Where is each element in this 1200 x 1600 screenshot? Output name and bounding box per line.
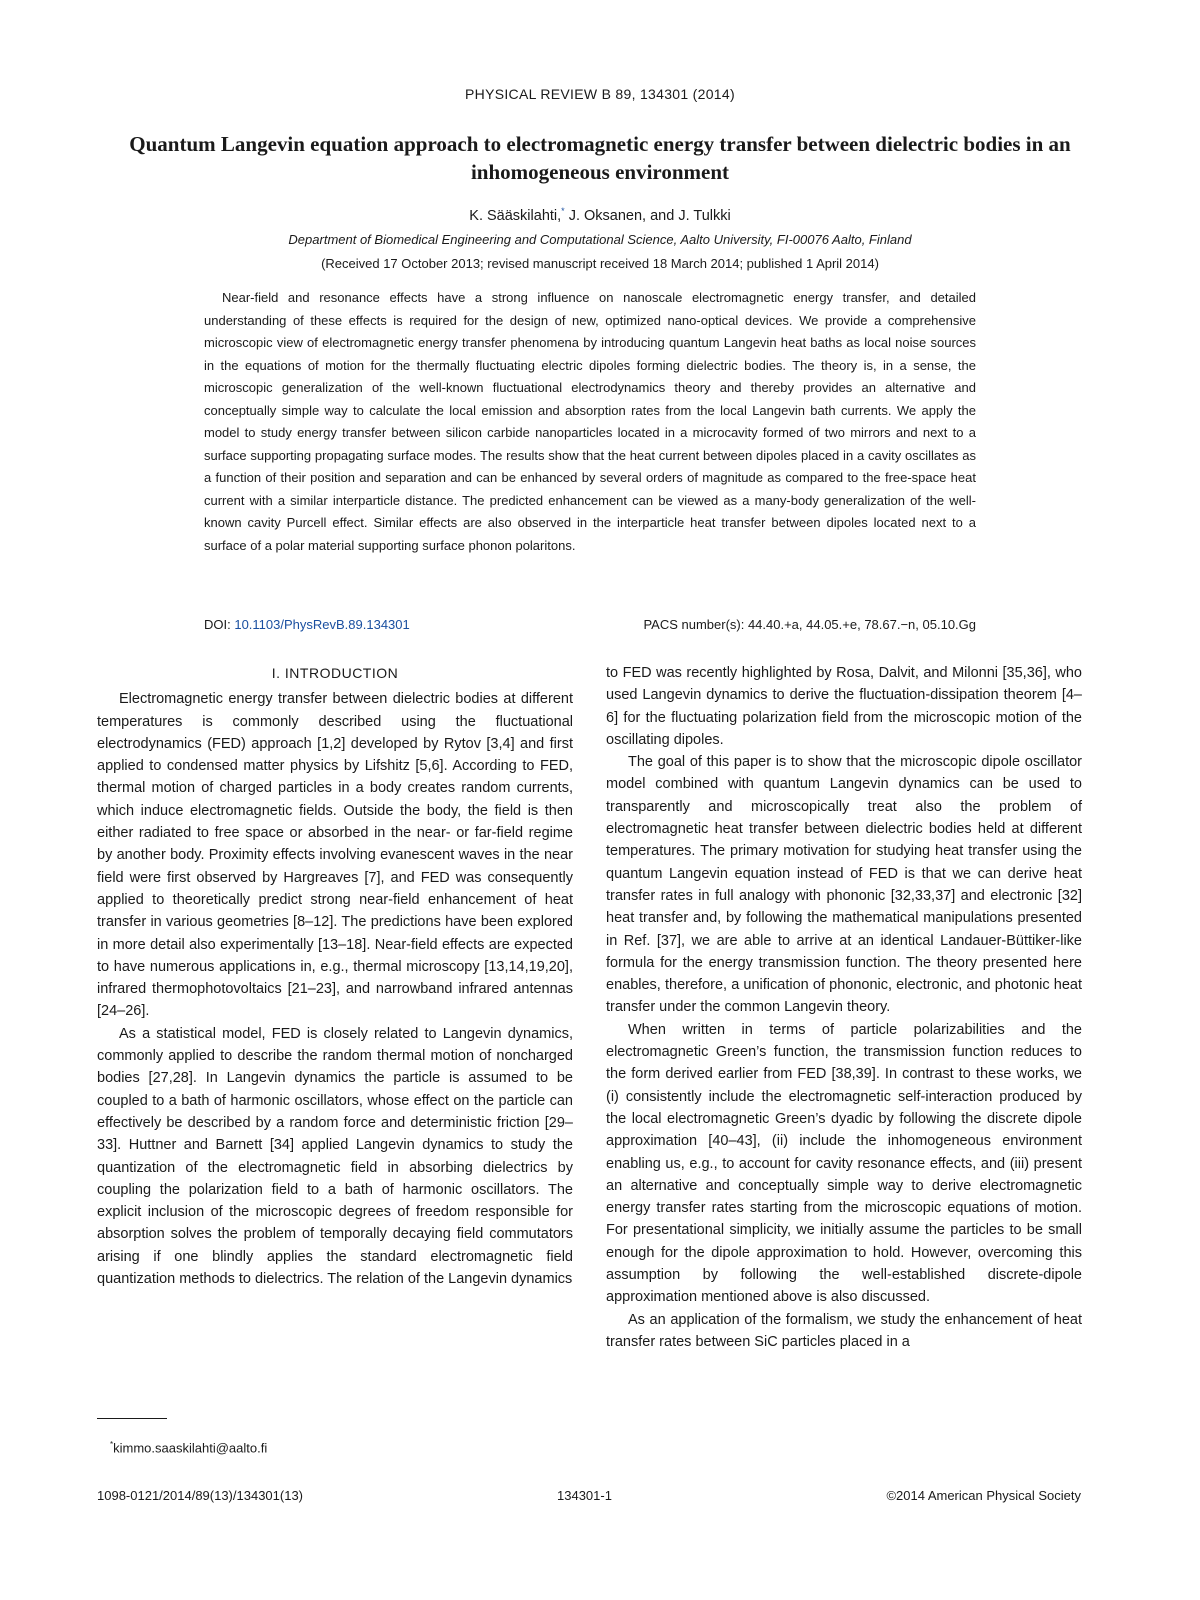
author-first: K. Sääskilahti, <box>469 207 562 224</box>
right-column <box>606 662 1082 1353</box>
article-meta <box>204 617 976 637</box>
footnote-marker: * <box>110 1440 114 1449</box>
footer-issn: 1098-0121/2014/89(13)/134301(13) <box>97 1488 304 1503</box>
footnote-divider <box>97 1418 167 1419</box>
paper-title: Quantum Langevin equation approach to electromagnetic energy transfer between dielectric bodies in an inhomogeneous environment <box>129 132 1071 184</box>
received-dates: (Received 17 October 2013; revised manuscript received 18 March 2014; published 1 April 2014) <box>321 256 879 271</box>
abstract: Near-field and resonance effects have a strong influence on nanoscale electromagnetic energy transfer, and detailed understanding of these effects is required for the design of new, optimized nano-optical devices. We provide a comprehensive microscopic view of electromagnetic energy transfer phenomena by introducing quantum Langevin heat baths as local noise sources in the equations of motion for the thermally fluctuating electric dipoles forming dielectric bodies. The theory is, in a sense, the microscopic generalization of the well-known fluctuational electrodynamics theory and thereby provides an alternative and conceptually simple way to calculate the local emission and absorption rates from the local Langevin bath currents. We apply the model to study energy transfer between silicon carbide nanoparticles located in a microcavity formed of two mirrors and next to a surface supporting propagating surface modes. The results show that the heat current between dipoles placed in a cavity oscillates as a function of their position and separation and can be enhanced by several orders of magnitude as compared to the free-space heat current with a similar interparticle distance. The predicted enhancement can be viewed as a many-body generalization of the well-known cavity Purcell effect. Similar effects are also observed in the interparticle heat transfer between dipoles located next to a surface of a polar material supporting surface phonon polaritons. <box>204 290 976 553</box>
doi-link[interactable]: 10.1103/PhysRevB.89.134301 <box>234 617 410 632</box>
page-footer <box>97 1488 1081 1508</box>
footer-copyright: ©2014 American Physical Society <box>886 1488 1081 1503</box>
intro-paragraph-6: As an application of the formalism, we study the enhancement of heat transfer rates between SiC particles placed in a <box>606 1311 1082 1350</box>
footnote-email[interactable]: kimmo.saaskilahti@aalto.fi <box>113 1440 268 1456</box>
author-rest: J. Oksanen, and J. Tulkki <box>564 207 731 224</box>
pacs-numbers: PACS number(s): 44.40.+a, 44.05.+e, 78.67.−n, 05.10.Gg <box>643 617 976 632</box>
footer-page-number: 134301-1 <box>557 1488 612 1503</box>
doi <box>204 617 410 632</box>
section-heading: I. INTRODUCTION <box>271 665 399 681</box>
intro-paragraph-2: As a statistical model, FED is closely related to Langevin dynamics, commonly applied to describe the random thermal motion of noncharged bodies [27,28]. In Langevin dynamics the particle is assumed to be coupled to a bath of harmonic oscillators, whose effect on the particle can effectively be described by a random force and deterministic friction [29–33]. Huttner and Barnett [34] applied Langevin dynamics to study the quantization of the electromagnetic field in absorbing dielectrics by coupling the polarization field to a bath of harmonic oscillators. The explicit inclusion of the microscopic degrees of freedom responsible for absorption solves the problem of temporally decaying field commutators arising if one blindly applies the standard electromagnetic field quantization methods to dielectrics. The relation of the Langevin dynamics <box>97 1025 573 1288</box>
intro-paragraph-4: The goal of this paper is to show that the microscopic dipole oscillator model combined with quantum Langevin dynamics can be used to transparently and microscopically treat also the problem of electromagnetic heat transfer between dielectric bodies held at different temperatures. The primary motivation for studying heat transfer using the quantum Langevin equation instead of FED is that we can derive heat transfer rates in full analogy with phononic [32,33,37] and electronic [32] heat transfer and, by following the mathematical manipulations presented in Ref. [37], we are able to arrive at an identical Landauer-Büttiker-like formula for the energy transmission function. The theory presented here enables, therefore, a unification of phononic, electronic, and photonic heat transfer under the common Langevin theory. <box>606 754 1082 1016</box>
doi-label: DOI: <box>204 617 235 632</box>
left-column <box>97 662 573 1290</box>
intro-paragraph-3: to FED was recently highlighted by Rosa, Dalvit, and Milonni [35,36], who used Langevin dynamics to derive the fluctuation-dissipation theorem [4–6] for the fluctuating polarization field from the microscopic motion of the oscillating dipoles. <box>606 665 1082 748</box>
author-list <box>0 206 1200 224</box>
intro-paragraph-5: When written in terms of particle polarizabilities and the electromagnetic Green’s function, the transmission function reduces to the form derived earlier from FED [38,39]. In contrast to these works, we (i) consistently include the electromagnetic self-interaction produced by the local electromagnetic Green’s dyadic by following the discrete dipole approximation [40–43], (ii) include the inhomogeneous environment enabling us, e.g., to account for cavity resonance effects, and (iii) present an alternative and conceptually simple way to derive electromagnetic energy transfer rates starting from the microscopic equations of motion. For presentational simplicity, we initially assume the particles to be small enough for the dipole approximation to hold. However, overcoming this assumption by following the well-established discrete-dipole approximation mentioned above is also discussed. <box>606 1021 1082 1306</box>
author-footnote-marker[interactable]: * <box>561 206 565 216</box>
affiliation: Department of Biomedical Engineering and Computational Science, Aalto University, FI-00076 Aalto, Finland <box>288 232 912 247</box>
journal-header: PHYSICAL REVIEW B 89, 134301 (2014) <box>465 86 735 102</box>
intro-paragraph-1: Electromagnetic energy transfer between dielectric bodies at different temperatures is commonly described using the fluctuational electrodynamics (FED) approach [1,2] developed by Rytov [3,4] and first applied to condensed matter physics by Lifshitz [5,6]. According to FED, thermal motion of charged particles in a body creates random currents, which induce electromagnetic fields. Outside the body, the field is then either radiated to free space or absorbed in the near- or far-field regime by another body. Proximity effects involving evanescent waves in the near field were first observed by Hargreaves [7], and FED was consequently applied to theoretically predict strong near-field enhancement of heat transfer in various geometries [8–12]. The predictions have been explored in more detail also experimentally [13–18]. Near-field effects are expected to have numerous applications in, e.g., thermal microscopy [13,14,19,20], infrared thermophotovoltaics [21–23], and narrowband infrared antennas [24–26]. <box>97 691 573 1020</box>
footnote <box>110 1440 267 1455</box>
